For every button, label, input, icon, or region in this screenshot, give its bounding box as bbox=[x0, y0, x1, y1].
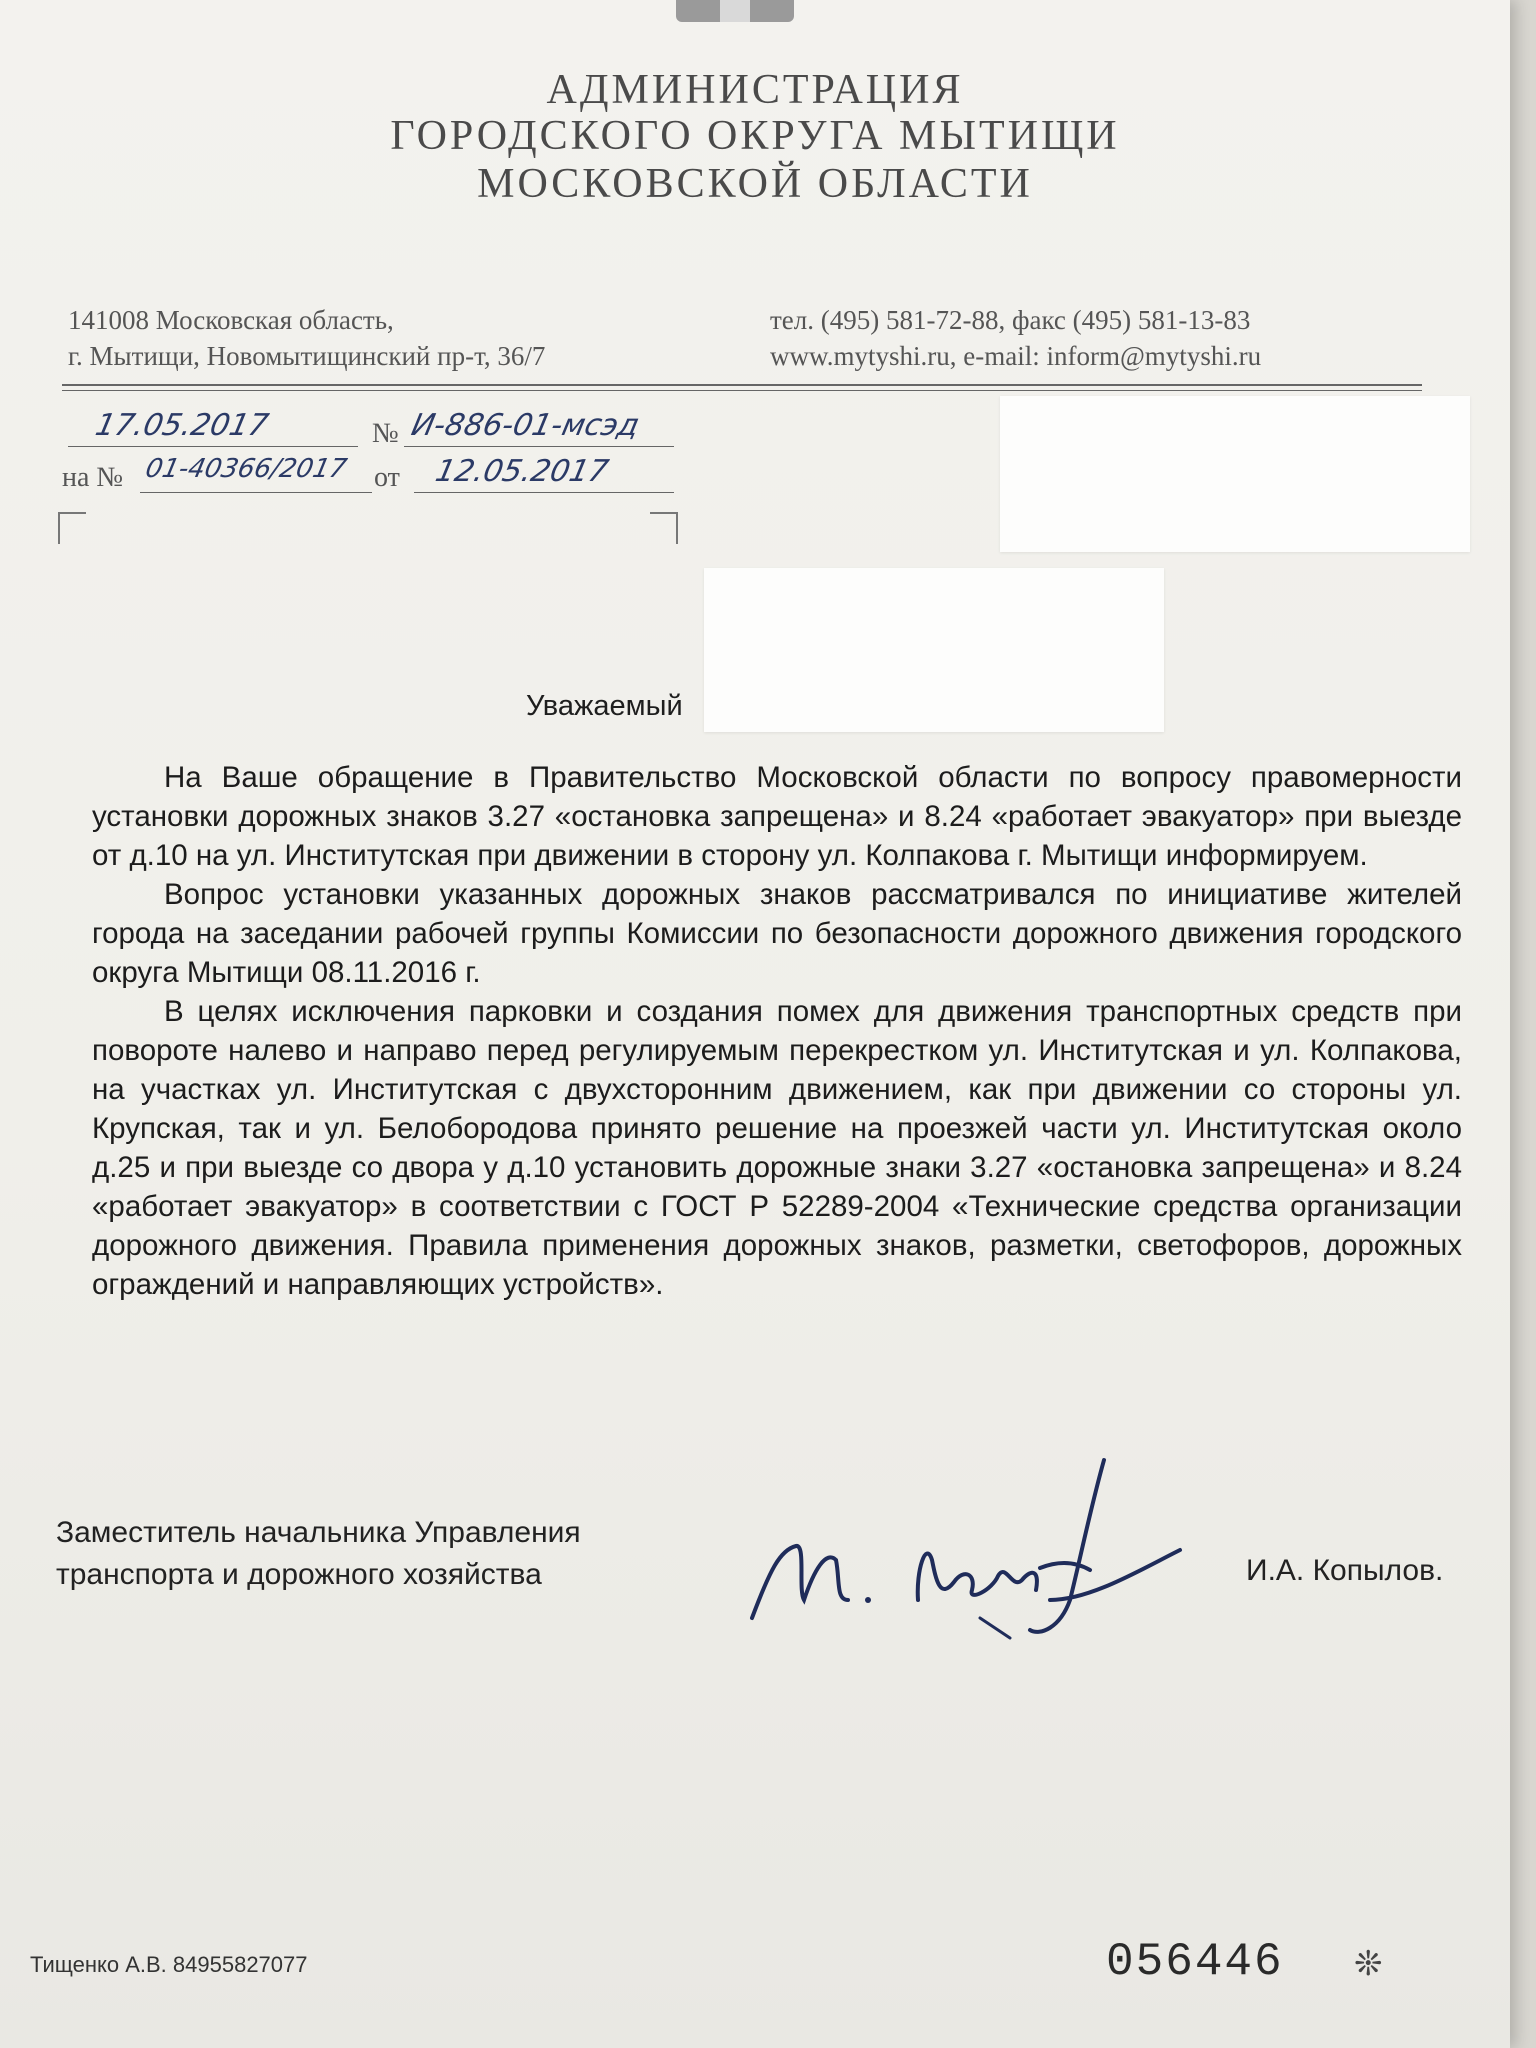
paragraph-1: На Ваше обращение в Правительство Московской области по вопросу правомерности установки дорожных знаков 3.27 «остановка запрещена» и 8.24 «работает эвакуатор» при выезде от д.10 на ул. Институтская при движении в сторону ул. Колпакова г. Мытищи информируем. bbox=[92, 761, 1462, 872]
contact-info bbox=[770, 302, 1261, 374]
number-label: № bbox=[372, 418, 399, 449]
contact-phone-fax: тел. (495) 581-72-88, факс (495) 581-13-83 bbox=[770, 305, 1251, 335]
signatory-position bbox=[56, 1512, 581, 1596]
contact-web-email: www.mytyshi.ru, e-mail: inform@mytyshi.ru bbox=[770, 341, 1262, 371]
address-bracket-left bbox=[58, 512, 86, 544]
executor-contact: Тищенко А.В. 84955827077 bbox=[30, 1952, 308, 1977]
redacted-recipient bbox=[1000, 396, 1470, 552]
reference-underline bbox=[140, 492, 372, 493]
address-bracket-right bbox=[650, 512, 678, 544]
redacted-name bbox=[704, 568, 1164, 732]
reference-number: 01-40366/2017 bbox=[142, 454, 350, 484]
postal-address-line-1: 141008 Московская область, bbox=[68, 305, 394, 335]
serial-number: 056446 bbox=[1106, 1936, 1284, 1988]
from-label: от bbox=[374, 462, 400, 493]
signatory-name: И.А. Копылов. bbox=[1246, 1554, 1444, 1587]
header-divider-thin bbox=[62, 390, 1422, 391]
salutation: Уважаемый bbox=[526, 690, 683, 722]
paragraph-2: Вопрос установки указанных дорожных знаков рассматривался по инициативе жителей города на заседании рабочей группы Комиссии по безопасности дорожного движения городского округа Мытищи 08.11.2016 г. bbox=[92, 878, 1462, 989]
postal-address bbox=[68, 302, 545, 374]
star-mark-icon: ❊ bbox=[1354, 1945, 1383, 1983]
outgoing-number: И-886-01-мсэд bbox=[408, 408, 643, 443]
handwritten-signature bbox=[740, 1450, 1200, 1650]
reference-label: на № bbox=[62, 462, 124, 493]
letter-body bbox=[92, 758, 1462, 1304]
header-line-2: ГОРОДСКОГО ОКРУГА МЫТИЩИ bbox=[390, 113, 1120, 159]
signatory-position-line-2: транспорта и дорожного хозяйства bbox=[56, 1558, 542, 1591]
coat-of-arms-emblem bbox=[676, 0, 794, 22]
header-line-1: АДМИНИСТРАЦИЯ bbox=[546, 67, 964, 113]
paragraph-3: В целях исключения парковки и создания помех для движения транспортных средств при повороте налево и направо перед регулируемым перекрестком ул. Институтская и ул. Колпакова, на участках ул. Институтская с двухсторонним движением, как при движении со стороны ул. Крупская, так и ул. Белобородова принято решение на проезжей части ул. Институтская около д.25 и при выезде со двора у д.10 установить дорожные знаки 3.27 «остановка запрещена» и 8.24 «работает эвакуатор» в соответствии с ГОСТ Р 52289-2004 «Технические средства организации дорожного движения. Правила применения дорожных знаков, разметки, светофоров, дорожных ограждений и направляющих устройств». bbox=[92, 995, 1462, 1301]
reference-date: 12.05.2017 bbox=[432, 454, 612, 489]
header-divider bbox=[62, 384, 1422, 386]
date-underline bbox=[68, 446, 358, 447]
reference-date-underline bbox=[414, 492, 674, 493]
signatory-position-line-1: Заместитель начальника Управления bbox=[56, 1516, 581, 1549]
header-line-3: МОСКОВСКОЙ ОБЛАСТИ bbox=[477, 161, 1033, 207]
postal-address-line-2: г. Мытищи, Новомытищинский пр-т, 36/7 bbox=[68, 341, 546, 371]
number-underline bbox=[404, 446, 674, 447]
outgoing-date: 17.05.2017 bbox=[92, 408, 272, 443]
